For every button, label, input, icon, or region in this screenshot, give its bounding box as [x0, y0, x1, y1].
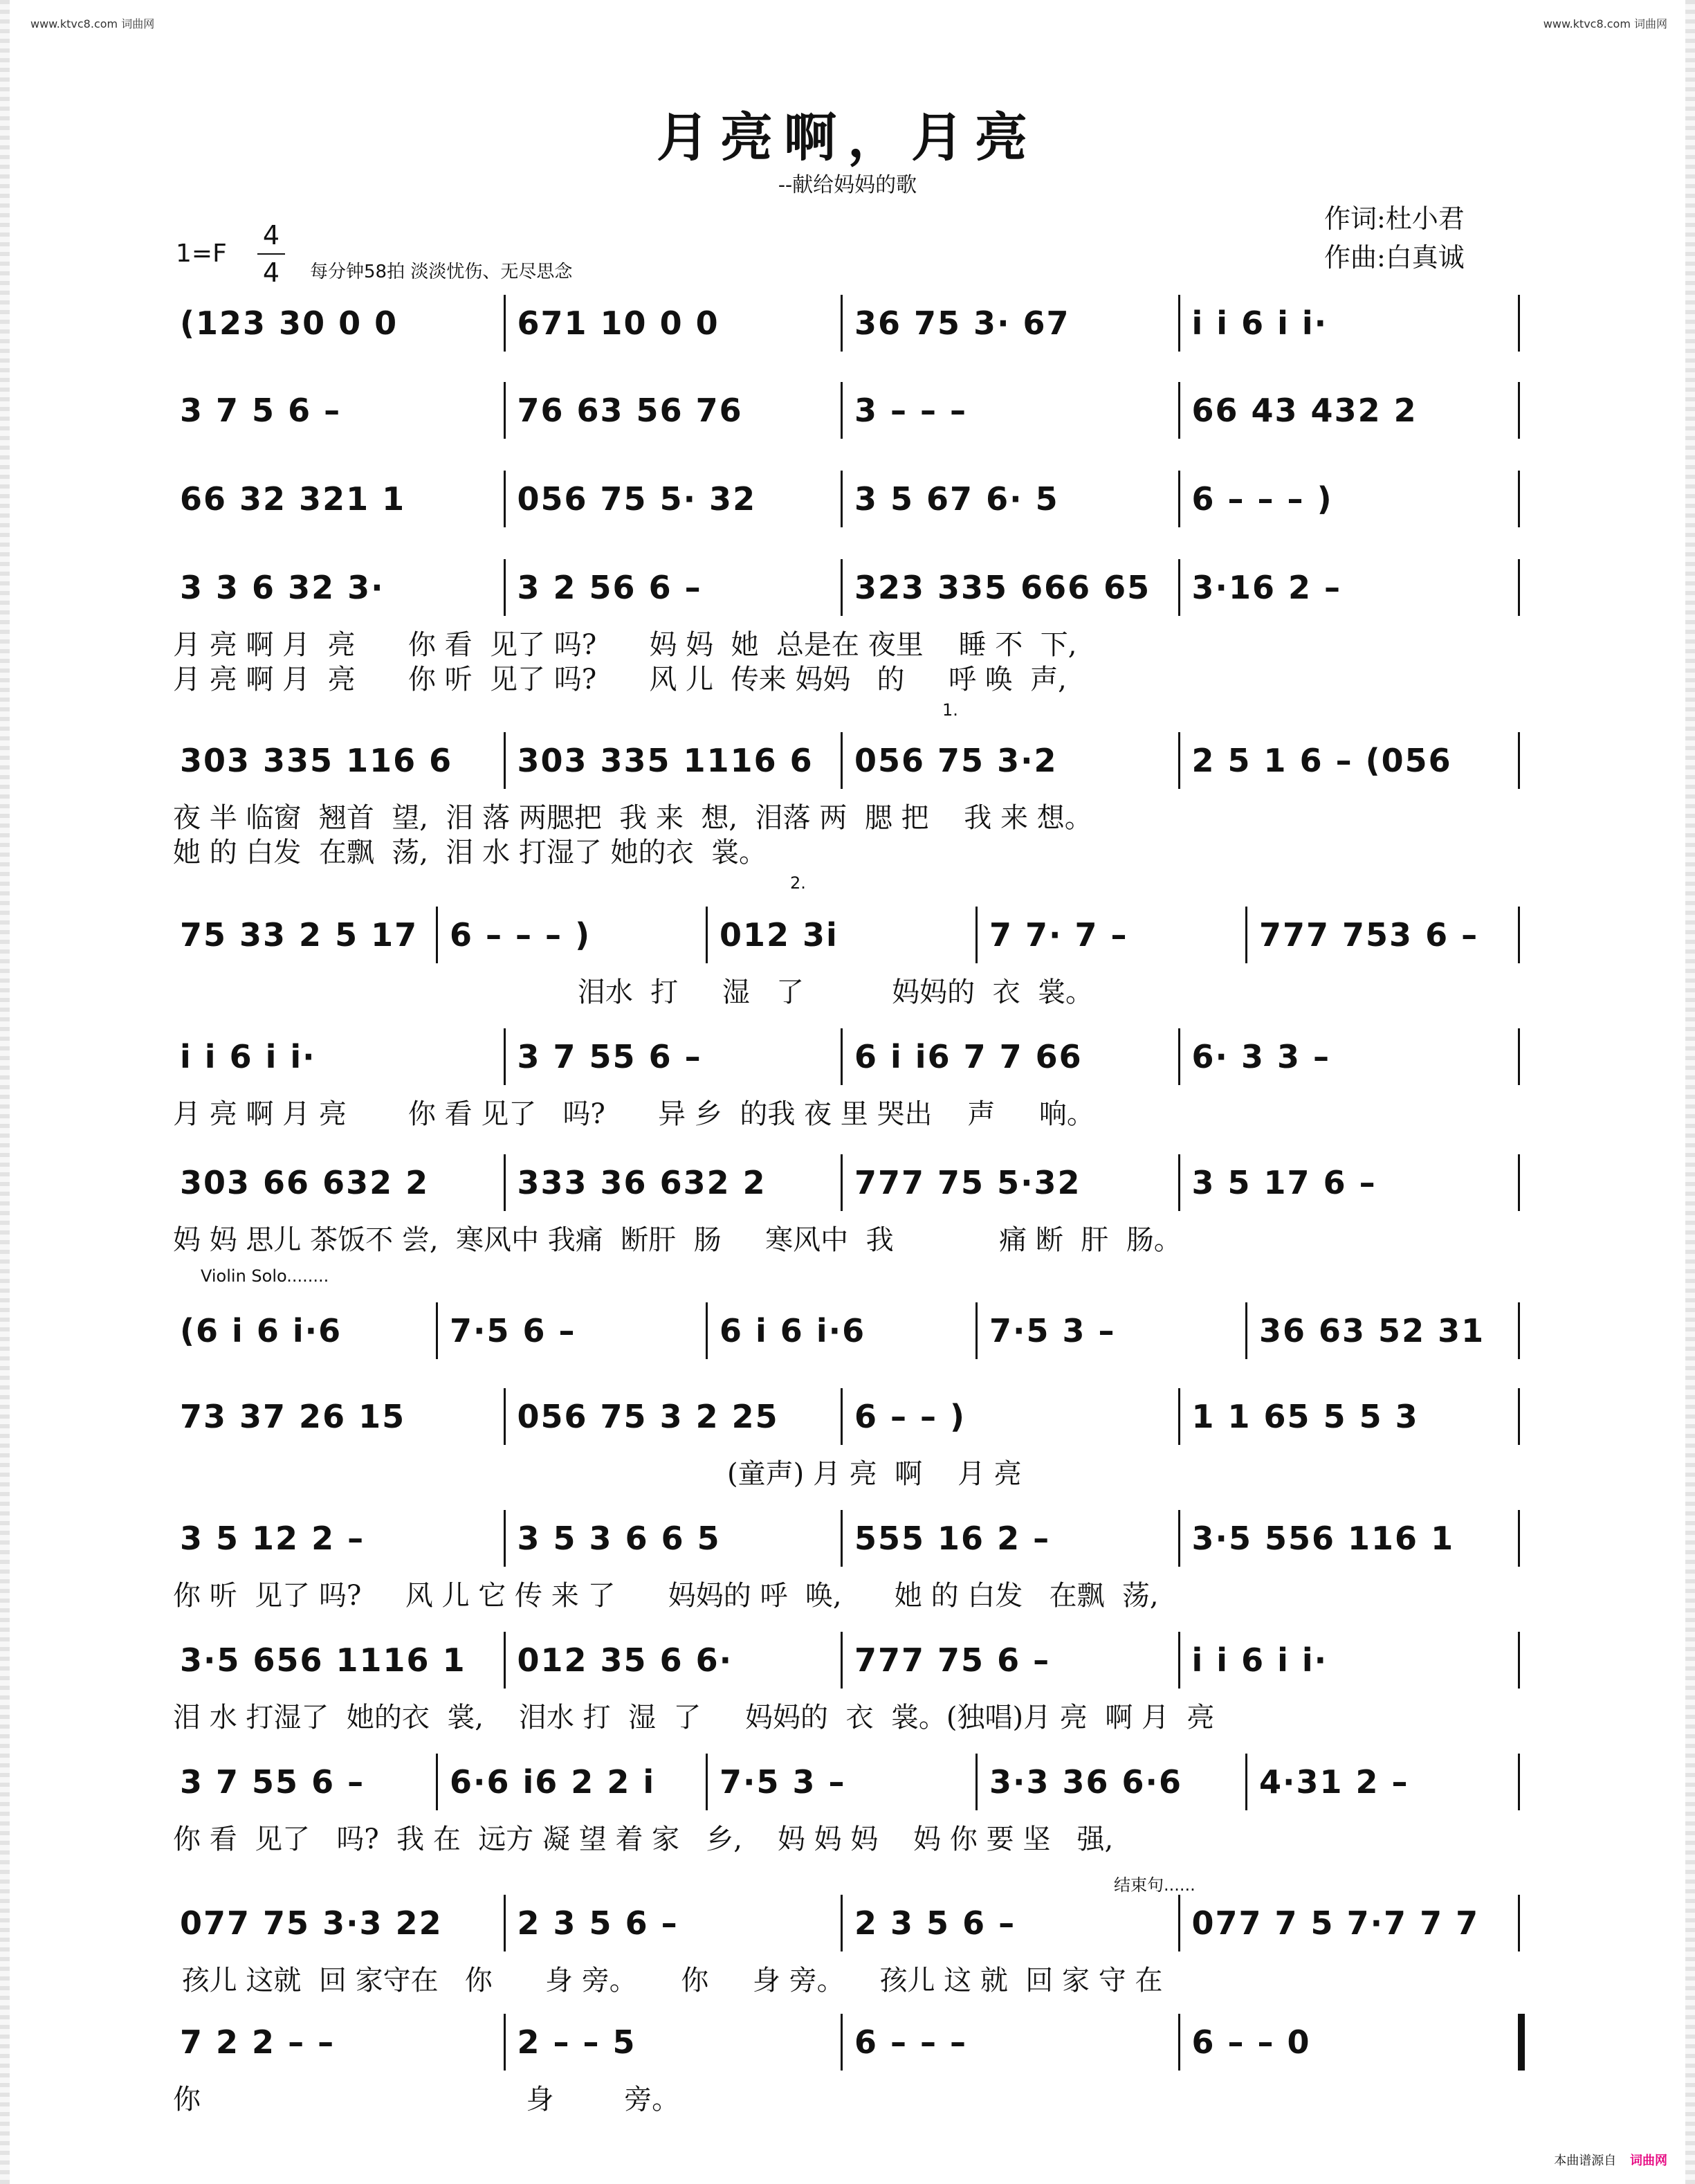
lyric-line: 孩儿 这就 回 家守在 你 身 旁。 你 身 旁。 孩儿 这 就 回 家 守 在 [173, 1965, 1163, 1996]
measure: 3 5 3 6 6 5 [517, 1520, 721, 1557]
bar-line [504, 1028, 506, 1085]
measure: 6 – – – [854, 2023, 968, 2061]
ending-label: 结束句...... [1114, 1875, 1195, 1895]
measure: 012 3i [720, 916, 839, 954]
measure: 75 33 2 5 17 [180, 916, 419, 954]
lyric-line: 你 听 见了 吗? 风 儿 它 传 来 了 妈妈的 呼 唤, 她 的 白发 在飘 荡, [173, 1580, 1159, 1612]
bar-line [975, 1302, 978, 1359]
measure: 2 3 5 6 – [854, 1904, 1016, 1942]
measure: 4·31 2 – [1259, 1763, 1409, 1801]
bar-line [504, 2014, 506, 2071]
lyric-line: 泪 水 打湿了 她的衣 裳, 泪水 打 湿 了 妈妈的 衣 裳。(独唱)月 亮 啊 月 亮 [173, 1702, 1215, 1733]
bar-line [1245, 1302, 1247, 1359]
bar-line [1245, 1754, 1247, 1810]
bar-line [706, 1302, 708, 1359]
measure: 6·6 i6 2 2 i [450, 1763, 656, 1801]
bar-line [841, 559, 843, 616]
measure: 7·5 3 – [989, 1312, 1116, 1349]
measure: 66 43 432 2 [1191, 392, 1418, 429]
measure: 2 – – 5 [517, 2023, 636, 2061]
bar-line [1245, 907, 1247, 963]
bar-line [1178, 732, 1180, 789]
measure: 012 35 6 6· [517, 1641, 733, 1679]
notes-line [173, 1164, 1522, 1215]
bar-line [504, 1632, 506, 1689]
credits [1324, 199, 1465, 277]
bar-line [436, 907, 438, 963]
bar-line [1178, 471, 1180, 527]
notes-line [173, 480, 1522, 531]
footer [1554, 2151, 1667, 2169]
bar-line [1178, 1895, 1180, 1951]
bar-line [436, 1754, 438, 1810]
bar-line [504, 471, 506, 527]
measure: 303 335 1116 6 [517, 742, 814, 779]
measure: 3 5 12 2 – [180, 1520, 365, 1557]
composer: 作曲:白真诚 [1324, 242, 1465, 273]
bar-line [1518, 295, 1520, 352]
lyric-line: 你 看 见了 吗? 我 在 远方 凝 望 着 家 乡, 妈 妈 妈 妈 你 要 坚 强, [173, 1823, 1114, 1855]
footer-source: 本曲谱源自 [1554, 2154, 1617, 2168]
bar-line [1178, 1388, 1180, 1445]
measure: 3 3 6 32 3· [180, 569, 385, 606]
bar-line [504, 1895, 506, 1951]
bar-line [1518, 1028, 1520, 1085]
measure: 323 335 666 65 [854, 569, 1151, 606]
bar-line [975, 1754, 978, 1810]
measure: 6 i 6 i·6 [720, 1312, 866, 1349]
measure: 671 10 0 0 [517, 304, 720, 342]
lyric-line: 妈 妈 思儿 茶饭不 尝, 寒风中 我痛 断肝 肠 寒风中 我 痛 断 肝 肠。 [173, 1224, 1182, 1256]
measure: 6· 3 3 – [1191, 1038, 1331, 1075]
bar-line [504, 382, 506, 439]
bar-line [504, 559, 506, 616]
measure: 555 16 2 – [854, 1520, 1051, 1557]
measure: 056 75 3 2 25 [517, 1398, 779, 1435]
measure: 3 7 55 6 – [517, 1038, 702, 1075]
time-signature-top: 4 [262, 220, 280, 251]
bar-line [1178, 559, 1180, 616]
notes-line [173, 1312, 1522, 1363]
key-signature: 1=F [176, 239, 227, 268]
volta-first-label: 1. [942, 700, 958, 720]
notes-line [173, 916, 1522, 967]
measure: 3 5 17 6 – [1191, 1164, 1377, 1201]
notes-line [173, 569, 1522, 620]
measure: 7·5 3 – [720, 1763, 846, 1801]
measure: 303 335 116 6 [180, 742, 453, 779]
bar-line [841, 382, 843, 439]
lyric-line: 月 亮 啊 月 亮 你 听 见了 吗? 风 儿 传来 妈妈 的 呼 唤 声, [173, 664, 1067, 695]
bar-line [841, 1510, 843, 1567]
site-watermark-left: www.ktvc8.com 词曲网 [30, 17, 155, 30]
bar-line [975, 907, 978, 963]
measure: 7 2 2 – – [180, 2023, 336, 2061]
bar-line [1518, 1895, 1520, 1951]
notes-line [173, 2023, 1522, 2075]
time-signature-bottom: 4 [262, 257, 280, 288]
song-title: 月亮啊，月亮 [657, 107, 1038, 168]
lyricist: 作词:杜小君 [1324, 203, 1465, 234]
notes-line [173, 1038, 1522, 1089]
measure: 3·3 36 6·6 [989, 1763, 1183, 1801]
bar-line [841, 1895, 843, 1951]
volta-second-label: 2. [790, 873, 806, 893]
bar-line [1178, 1154, 1180, 1211]
tempo-marking: 每分钟58拍 淡淡忧伤、无尽思念 [310, 262, 573, 282]
measure: 2 5 1 6 – (056 [1191, 742, 1452, 779]
measure: 777 75 5·32 [854, 1164, 1081, 1201]
bar-line [841, 732, 843, 789]
bar-line [841, 1154, 843, 1211]
measure: 73 37 26 15 [180, 1398, 406, 1435]
measure: 36 63 52 31 [1259, 1312, 1485, 1349]
measure: 077 7 5 7·7 7 7 [1191, 1904, 1480, 1942]
measure: 7 7· 7 – [989, 916, 1128, 954]
bar-line [1518, 1154, 1520, 1211]
notes-line [173, 1520, 1522, 1571]
time-signature [257, 219, 285, 289]
left-border-decoration [0, 0, 10, 2184]
right-border-decoration [1685, 0, 1695, 2184]
measure: i i 6 i i· [1191, 1641, 1328, 1679]
measure: (123 30 0 0 [180, 304, 398, 342]
bar-line [841, 1388, 843, 1445]
bar-line [841, 1632, 843, 1689]
measure: 7·5 6 – [450, 1312, 576, 1349]
measure: 777 753 6 – [1259, 916, 1479, 954]
lyric-line: 她 的 白发 在飘 荡, 泪 水 打湿了 她的衣 裳。 [173, 837, 767, 868]
notes-line [173, 1763, 1522, 1814]
notes-line [173, 1398, 1522, 1449]
measure: 3 2 56 6 – [517, 569, 702, 606]
measure: i i 6 i i· [1191, 304, 1328, 342]
bar-line [504, 295, 506, 352]
bar-line [1518, 1388, 1520, 1445]
bar-line [1518, 471, 1520, 527]
bar-line [706, 1754, 708, 1810]
measure: 056 75 5· 32 [517, 480, 757, 518]
bar-line [504, 1154, 506, 1211]
bar-line [841, 471, 843, 527]
lyric-line: 夜 半 临窗 翘首 望, 泪 落 两腮把 我 来 想, 泪落 两 腮 把 我 来 想。 [173, 802, 1092, 834]
measure: 056 75 3·2 [854, 742, 1058, 779]
bar-line [1518, 1302, 1520, 1359]
measure: 76 63 56 76 [517, 392, 743, 429]
song-subtitle: --献给妈妈的歌 [778, 173, 917, 197]
bar-line [1178, 1510, 1180, 1567]
notes-line [173, 392, 1522, 443]
measure: 303 66 632 2 [180, 1164, 430, 1201]
lyric-line: (童声) 月 亮 啊 月 亮 [173, 1458, 1022, 1490]
measure: 6 – – – ) [1191, 480, 1333, 518]
bar-line [1518, 559, 1520, 616]
lyric-line: 月 亮 啊 月 亮 你 看 见了 吗? 妈 妈 她 总是在 夜里 睡 不 下, [173, 629, 1077, 661]
final-bar-line [1518, 2014, 1525, 2071]
measure: 3 7 5 6 – [180, 392, 342, 429]
measure: 3 – – – [854, 392, 968, 429]
lyric-line: 你 身 旁。 [173, 2084, 680, 2115]
bar-line [1518, 1510, 1520, 1567]
notes-line [173, 1904, 1522, 1956]
measure: 1 1 65 5 5 3 [1191, 1398, 1419, 1435]
bar-line [1178, 2014, 1180, 2071]
measure: 6 – – – ) [450, 916, 592, 954]
bar-line [1178, 1632, 1180, 1689]
bar-line [1518, 1754, 1520, 1810]
site-watermark-right: www.ktvc8.com 词曲网 [1543, 17, 1667, 30]
notes-line [173, 742, 1522, 793]
measure: (6 i 6 i·6 [180, 1312, 342, 1349]
measure: 777 75 6 – [854, 1641, 1051, 1679]
lyric-line: 泪水 打 湿 了 妈妈的 衣 裳。 [173, 976, 1094, 1008]
bar-line [841, 1028, 843, 1085]
bar-line [1518, 907, 1520, 963]
measure: 3·5 656 1116 1 [180, 1641, 466, 1679]
measure: 6 – – ) [854, 1398, 966, 1435]
measure: 333 36 632 2 [517, 1164, 767, 1201]
bar-line [504, 1510, 506, 1567]
measure: i i 6 i i· [180, 1038, 316, 1075]
bar-line [1518, 1632, 1520, 1689]
bar-line [841, 2014, 843, 2071]
measure: 3 7 55 6 – [180, 1763, 365, 1801]
bar-line [1178, 295, 1180, 352]
bar-line [504, 732, 506, 789]
measure: 6 i i6 7 7 66 [854, 1038, 1083, 1075]
bar-line [1518, 382, 1520, 439]
bar-line [706, 907, 708, 963]
bar-line [504, 1388, 506, 1445]
bar-line [1178, 382, 1180, 439]
measure: 3 5 67 6· 5 [854, 480, 1059, 518]
bar-line [1178, 1028, 1180, 1085]
lyric-line: 月 亮 啊 月 亮 你 看 见了 吗? 异 乡 的我 夜 里 哭出 声 响。 [173, 1098, 1094, 1130]
measure: 2 3 5 6 – [517, 1904, 679, 1942]
bar-line [1518, 732, 1520, 789]
measure: 36 75 3· 67 [854, 304, 1070, 342]
bar-line [436, 1302, 438, 1359]
measure: 66 32 321 1 [180, 480, 406, 518]
violin-solo-label: Violin Solo........ [201, 1266, 329, 1286]
measure: 3·5 556 116 1 [1191, 1520, 1455, 1557]
footer-brand: 词曲网 [1630, 2154, 1667, 2168]
measure: 6 – – 0 [1191, 2023, 1311, 2061]
notes-line [173, 1641, 1522, 1693]
measure: 3·16 2 – [1191, 569, 1342, 606]
notes-line [173, 304, 1522, 356]
measure: 077 75 3·3 22 [180, 1904, 443, 1942]
bar-line [841, 295, 843, 352]
